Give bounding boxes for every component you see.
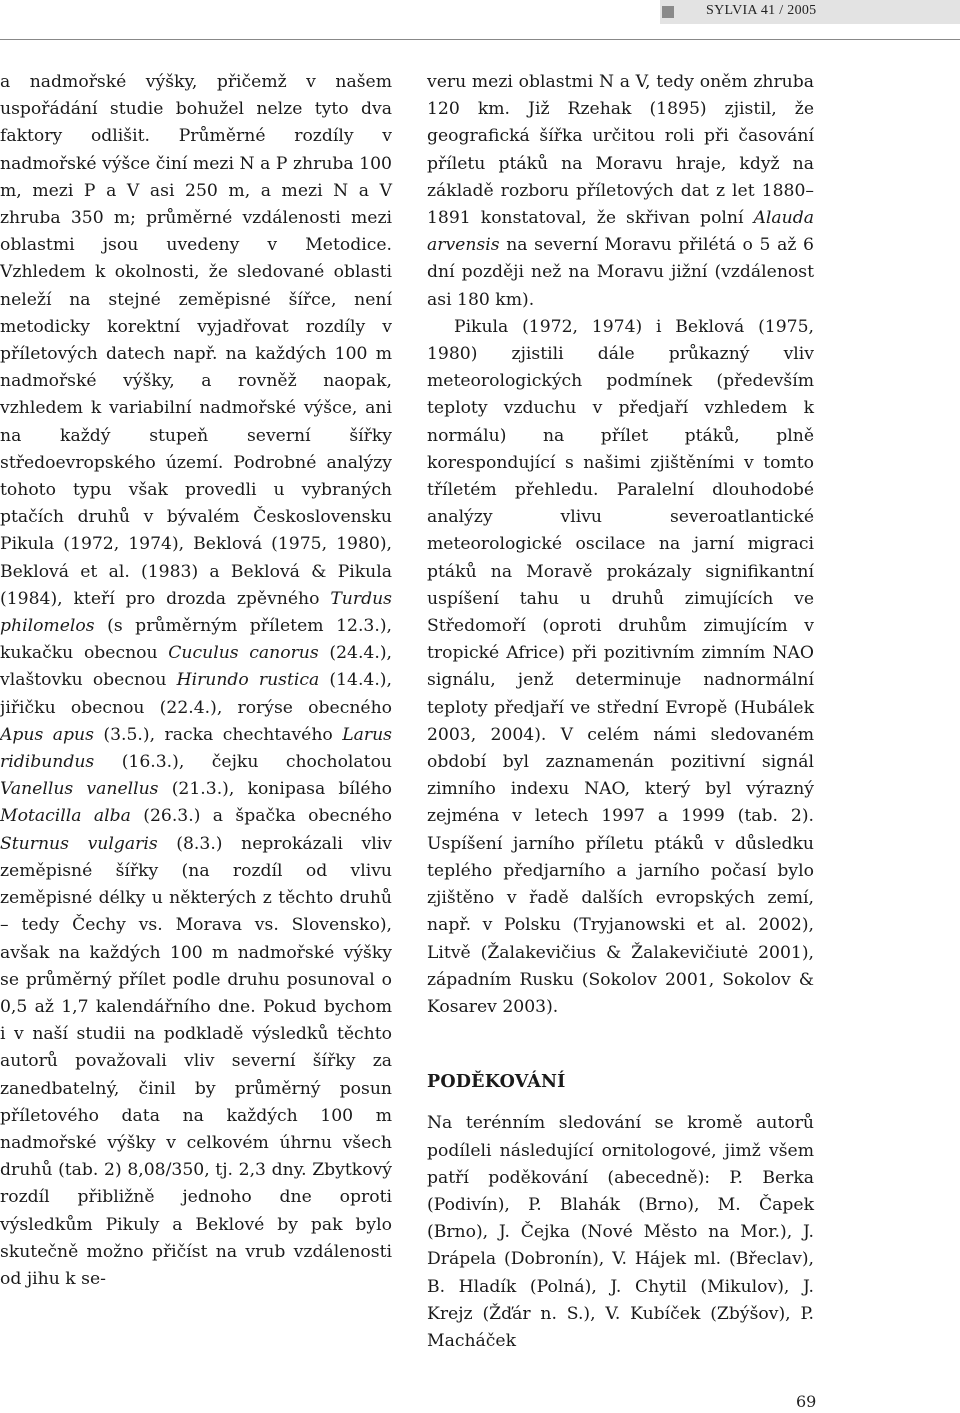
section-heading-acknowledgements: PODĚKOVÁNÍ	[427, 1072, 566, 1093]
species-name: Turdus philomelos	[0, 588, 392, 637]
species-name: Alauda arvensis	[427, 208, 814, 256]
header-rule	[0, 39, 960, 40]
journal-issue: SYLVIA 41 / 2005	[706, 3, 817, 18]
left-paragraph: a nadmořské výšky, přičemž v našem uspořádání studie bohužel nelze tyto dva faktory odlišit. Průměrné rozdíly v nadmořské výšce činí mezi N a P zhruba 100 m, mezi P a V asi 250 m, a mezi N a V zhruba 350 m; průměrné vzdálenosti mezi oblastmi jsou uvedeny v Metodice. Vzhledem k okolnosti, že sledované oblasti neleží na stejné zeměpisné šířce, není metodicky korektní vyjadřovat rozdíly v příletových datech např. na každých 100 m nadmořské výšky, a rovněž naopak, vzhledem k variabilní nadmořské výšce, ani na každý stupeň severní šířky středoevropského území. Podrobné analýzy tohoto typu však provedli u vybraných ptačích druhů v bývalém Československu Pikula (1972, 1974), Beklová (1975, 1980), Beklová et al. (1983) a Beklová & Pikula (1984), kteří pro drozda zpěvného Turdus philomelos (s průměrným příletem 12.3.), kukačku obecnou Cuculus canorus (24.4.), vlaštovku obecnou Hirundo rustica (14.4.), jiřičku obecnou (22.4.), rorýse obecného Apus apus (3.5.), racka chechtavého Larus ridibundus (16.3.), čejku chocholatou Vanellus vanellus (21.3.), konipasa bílého Motacilla alba (26.3.) a špačka obecného Sturnus vulgaris (8.3.) neprokázali vliv zeměpisné šířky (na rozdíl od vlivu zeměpisné délky u některých z těchto druhů – tedy Čechy vs. Morava vs. Slovensko), avšak na každých 100 m nadmořské výšky se průměrný přílet podle druhu posunoval o 0,5 až 1,7 kalendářního dne. Pokud bychom i v naší studii na podkladě výsledků těchto autorů považovali vliv severní šířky za zanedbatelný, činil by průměrný posun příletového data na každých 100 m nadmořské výšky v celkovém úhrnu všech druhů (tab. 2) 8,08/350, tj. 2,3 dny. Zbytkový rozdíl přibližně jednoho dne oproti výsledkům Pikuly a Beklové by pak bylo skutečně možno přičíst na vrub vzdálenosti od jihu k se-	[0, 72, 392, 1289]
right-paragraph-meteorology: Pikula (1972, 1974) i Beklová (1975, 1980) zjistili dále průkazný vliv meteorologických podmínek (především teploty vzduchu v předjaří vzhledem k normálu) na přílet ptáků, plně korespondující s našimi zjištěními v tomto tříletém přehledu. Paralelní dlouhodobé analýzy vlivu severoatlantické meteorologické oscilace na jarní migraci ptáků na Moravě prokázaly signifikantní uspíšení tahu u druhů zimujících ve Středomoří (oproti druhům zimujícím v tropické Africe) při pozitivním zimním NAO signálu, jenž determinuje nadnormální teploty předjaří ve střední Evropě (Hubálek 2003, 2004). V celém námi sledovaném období byl zaznamenán pozitivní signál zimního indexu NAO, který byl výrazný zejména v letech 1997 a 1999 (tab. 2). Uspíšení jarního příletu ptáků v důsledku teplého předjarního a jarního počasí bylo zjištěno v řadě dalších evropských zemí, např. v Polsku (Tryjanowski et al. 2002), Litvě (Žalakevičius & Žalakevičiutė 2001), západním Rusku (Sokolov 2001, Sokolov & Kosarev 2003).	[427, 316, 814, 1017]
header-square-icon	[662, 6, 674, 18]
left-column	[0, 69, 392, 1293]
species-name: Larus ridibundus	[0, 724, 392, 773]
acknowledgements-paragraph: Na terénním sledování se kromě autorů podíleli následující ornitologové, jimž všem patří poděkování (abecedně): P. Berka (Podivín), P. Blahák (Brno), M. Čapek (Brno), J. Čejka (Nové Město na Mor.), J. Drápela (Dobronín), V. Hájek ml. (Břeclav), B. Hladík (Polná), J. Chytil (Mikulov), J. Krejz (Žďár n. S.), V. Kubíček (Zbýšov), P. Macháček	[427, 1113, 814, 1351]
page-number: 69	[796, 1392, 817, 1411]
species-name: Hirundo rustica	[176, 670, 320, 691]
right-column	[427, 69, 814, 1355]
running-header	[660, 0, 960, 24]
right-paragraph-continued: veru mezi oblastmi N a V, tedy oněm zhruba 120 km. Již Rzehak (1895) zjistil, že geografická šířka určitou roli při časování příletu ptáků na Moravu hraje, když na základě rozboru příletových dat z let 1880–1891 konstatoval, že skřivan polní Alauda arvensis na severní Moravu přilétá o 5 až 6 dní později než na Moravu jižní (vzdálenost asi 180 km).	[427, 72, 814, 310]
species-name: Motacilla alba	[0, 806, 131, 827]
species-name: Vanellus vanellus	[0, 779, 159, 800]
species-name: Sturnus vulgaris	[0, 833, 158, 854]
species-name: Apus apus	[0, 724, 94, 745]
species-name: Cuculus canorus	[168, 643, 319, 664]
